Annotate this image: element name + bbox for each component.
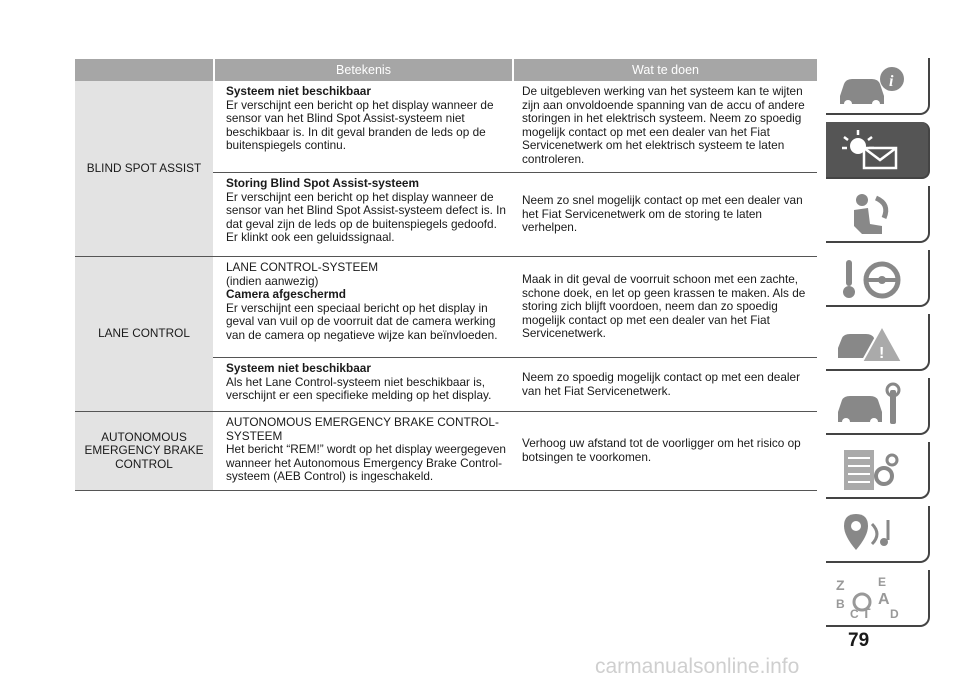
group-label: BLIND SPOT ASSIST [75, 81, 213, 256]
svg-text:E: E [878, 575, 887, 589]
warnings-table [75, 59, 817, 491]
row-title: Systeem niet beschikbaar [226, 361, 371, 375]
tab-maintenance[interactable] [826, 378, 930, 435]
tab-safety[interactable] [826, 186, 930, 243]
row-pre-title: AUTONOMOUS EMERGENCY BRAKE CONTROL-SYSTEEM [226, 415, 499, 443]
header-action: Wat te doen [514, 59, 817, 81]
row-pre-title: LANE CONTROL-SYSTEEM [226, 260, 379, 274]
row-title: Camera afgeschermd [226, 287, 346, 302]
svg-text:!: ! [879, 345, 885, 362]
car-info-icon [832, 62, 922, 110]
tab-multimedia[interactable] [826, 506, 930, 563]
meaning-cell [213, 173, 512, 256]
row-text: Er verschijnt een bericht op het display wanneer de sensor van het Blind Spot Assist-systeem niet beschikbaar is. In dit geval branden de leds op de buitenspiegels continu. [226, 97, 494, 153]
table-row [213, 257, 817, 358]
action-cell: Neem zo snel mogelijk contact op met een dealer van het Fiat Servicenetwerk om de storing te laten verhelpen. [522, 193, 803, 235]
group-label: LANE CONTROL [75, 257, 213, 411]
watermark: carmanualsonline.info [595, 655, 800, 678]
table-row [213, 173, 817, 256]
table-group-aeb-control [75, 412, 817, 491]
meaning-cell [213, 257, 512, 357]
tab-warning-lights[interactable] [826, 122, 930, 179]
table-group-lane-control [75, 257, 817, 412]
svg-text:i: i [889, 73, 894, 90]
action-cell: Verhoog uw afstand tot de voorligger om het risico op botsingen te voorkomen. [522, 436, 801, 464]
table-group-blind-spot [75, 81, 817, 257]
index-letters-icon [832, 574, 922, 622]
row-pre-note: (indien aanwezig) [226, 273, 319, 288]
tab-emergency[interactable] [826, 314, 930, 371]
action-cell: De uitgebleven werking van het systeem kan te wijten zijn aan onvoldoende spanning van de accu of andere storingen in het elektrisch systeem. Neem zo spoedig mogelijk contact op met een dealer van het Fiat Servicenetwerk om het elektrisch systeem te laten controleren. [522, 84, 805, 166]
svg-text:D: D [890, 607, 899, 621]
table-header [75, 59, 817, 81]
svg-text:A: A [878, 591, 890, 608]
header-meaning: Betekenis [215, 59, 512, 81]
svg-text:B: B [836, 597, 845, 611]
seat-airbag-icon [832, 190, 922, 238]
chapter-tabs [826, 58, 930, 634]
key-steering-wheel-icon [832, 254, 922, 302]
row-text: Het bericht “REM!” wordt op het display weergegeven wanneer het Autonomous Emergency Brake Control-systeem (AEB Control) is ingeschakeld. [226, 442, 506, 484]
row-text: Als het Lane Control-systeem niet beschikbaar is, verschijnt er een specifieke melding op het display. [226, 374, 492, 403]
table-row [213, 412, 817, 490]
action-cell: Neem zo spoedig mogelijk contact op met een dealer van het Fiat Servicenetwerk. [522, 369, 801, 398]
meaning-cell [213, 81, 512, 172]
multimedia-location-music-icon [832, 510, 922, 558]
svg-text:T: T [862, 605, 871, 621]
car-accident-warning-icon [832, 318, 922, 366]
row-text: Er verschijnt een speciaal bericht op het display in geval van vuil op de voorruit dat de camera werking van de camera op negatieve wijze kan beïnvloeden. [226, 300, 498, 342]
meaning-cell [213, 412, 512, 490]
tab-index[interactable] [826, 570, 930, 627]
tab-car-info[interactable] [826, 58, 930, 115]
meaning-cell [213, 358, 512, 411]
row-title: Storing Blind Spot Assist-systeem [226, 176, 419, 190]
group-label: AUTONOMOUS EMERGENCY BRAKE CONTROL [75, 412, 213, 490]
row-text: Er verschijnt een bericht op het display wanneer de sensor van het Blind Spot Assist-systeem defect is. In dat geval zijn de leds op de buitenspiegels gedoofd. Er klinkt ook een geluidssignaal. [226, 189, 506, 245]
svg-text:Z: Z [836, 577, 845, 593]
page-number: 79 [848, 630, 870, 651]
specifications-gears-icon [832, 446, 922, 494]
warning-light-message-icon [832, 126, 922, 174]
tab-technical-data[interactable] [826, 442, 930, 499]
header-empty-cell [75, 59, 213, 81]
table-row [213, 358, 817, 411]
svg-text:C: C [850, 607, 859, 621]
action-cell: Maak in dit geval de voorruit schoon met een zachte, schone doek, en let op geen krassen te maken. Als de storing zich blijft voordoen, neem dan zo spoedig mogelijk contact op met een dealer van het Fiat Servicenetwerk. [522, 272, 806, 341]
tab-starting-driving[interactable] [826, 250, 930, 307]
table-row [213, 81, 817, 173]
row-title: Systeem niet beschikbaar [226, 84, 371, 98]
car-maintenance-icon [832, 382, 922, 430]
